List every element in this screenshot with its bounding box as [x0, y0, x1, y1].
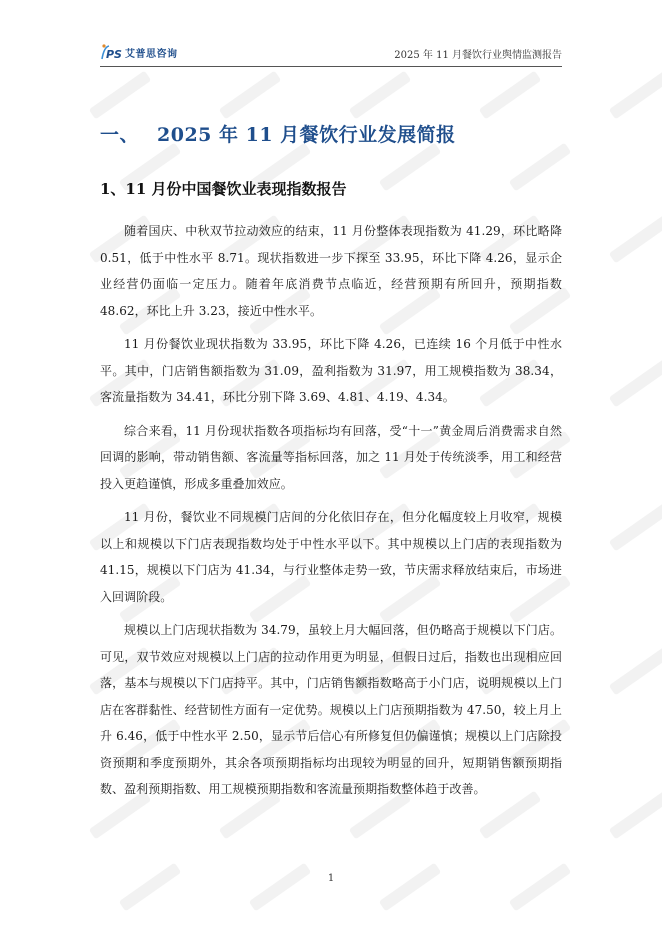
watermark-mark — [609, 215, 662, 264]
paragraph-4: 11 月份，餐饮业不同规模门店间的分化依旧存在，但分化幅度较上月收窄，规模以上和规模以下门店表现指数均处于中性水平以下。其中规模以上门店的表现指数为 41.15，规模以下门店为 41.34，与行业整体走势一致，节庆需求释放结束后，市场进入回调阶段。 — [100, 510, 562, 604]
watermark-mark — [379, 863, 442, 912]
watermark-mark — [119, 863, 182, 912]
watermark-mark — [609, 791, 662, 840]
company-logo — [100, 42, 178, 62]
watermark-mark — [479, 71, 542, 120]
subsection-heading: 1、11 月份中国餐饮业表现指数报告 — [100, 180, 347, 198]
paragraph-2: 11 月份餐饮业现状指数为 33.95，环比下降 4.26，已连续 16 个月低于中性水平。其中，门店销售额指数为 31.09，盈利指数为 31.97，用工规模指数为 38.34，客流量指数为 34.41，环比分别下降 3.69、4.81、4.19、4.34。 — [100, 337, 562, 404]
page-header — [100, 40, 562, 67]
svg-text:PS: PS — [106, 48, 122, 61]
section-title: 2025 年 11 月餐饮行业发展简报 — [157, 124, 456, 146]
watermark-mark — [509, 863, 572, 912]
paragraph-5: 规模以上门店现状指数为 34.79，虽较上月大幅回落，但仍略高于规模以下门店。可见，双节效应对规模以上门店的拉动作用更为明显，但假日过后，指数也出现相应回落，基本与规模以下门店持平。其中，门店销售额指数略高于小门店，说明规模以上门店在客群黏性、经营韧性方面有一定优势。规模以上门店预期指数为 47.50，较上月上升 6.46，低于中性水平 2.50，显示节后信心有所修复但仍偏谨慎；规模以上门店除投资预期和季度预期外，其余各项预期指标均出现较为明显的回升，短期销售额预期指数、盈利预期指数、用工规模预期指数和客流量预期指数整体趋于改善。 — [100, 623, 562, 796]
watermark-mark — [89, 71, 152, 120]
paragraph-1: 随着国庆、中秋双节拉动效应的结束，11 月份整体表现指数为 41.29，环比略降 0.51，低于中性水平 8.71。现状指数进一步下探至 33.95，环比下降 4.26，显示企业经营仍面临一定压力。随着年底消费节点临近，经营预期有所回升，预期指数 48.62，环比上升 3.23，接近中性水平。 — [100, 224, 562, 318]
watermark-mark — [609, 647, 662, 696]
watermark-mark — [609, 71, 662, 120]
page-number: 1 — [327, 873, 335, 884]
watermark-mark — [609, 359, 662, 408]
report-title: 2025 年 11 月餐饮行业舆情监测报告 — [394, 50, 562, 61]
watermark-mark — [609, 503, 662, 552]
section-heading — [100, 120, 570, 147]
watermark-mark — [349, 71, 412, 120]
paragraph-3: 综合来看，11 月份现状指数各项指标均有回落，受“十一”黄金周后消费需求自然回调的影响，带动销售额、客流量等指标回落，加之 11 月处于传统淡季，用工和经营投入更趋谨慎，形成多重叠加效应。 — [100, 423, 562, 491]
logo-text: 艾普思咨询 — [125, 48, 178, 60]
section-number: 一、 — [100, 124, 140, 146]
watermark-mark — [249, 863, 312, 912]
ips-logo-icon — [100, 43, 122, 61]
body-text — [100, 218, 562, 810]
watermark-mark — [219, 71, 282, 120]
